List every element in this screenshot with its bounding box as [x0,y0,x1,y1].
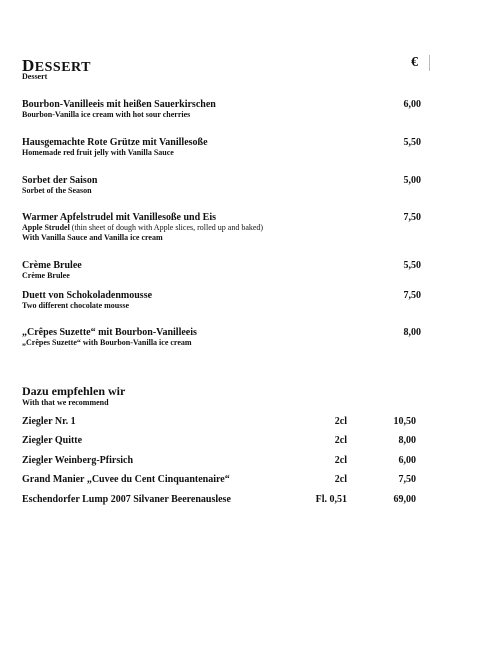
drink-price: 69,00 [393,494,416,505]
dessert-name: Hausgemachte Rote Grütze mit Vanillesoße [22,137,208,148]
drink-price: 8,00 [398,435,416,446]
dessert-price: 6,00 [403,99,421,110]
drink-quantity: 2cl [334,416,347,427]
drink-quantity: 2cl [334,435,347,446]
dessert-price: 7,50 [403,212,421,223]
dessert-translation: Homemade red fruit jelly with Vanilla Sauce [22,148,174,157]
dessert-name: Bourbon-Vanilleeis mit heißen Sauerkirschen [22,99,216,110]
drink-price: 7,50 [398,474,416,485]
dessert-price: 5,50 [403,137,421,148]
page-subtitle: Dessert [22,72,48,81]
dessert-translation: Sorbet of the Season [22,186,92,195]
dessert-name: Crème Brulee [22,260,82,271]
drink-name: Ziegler Weinberg-Pfirsich [22,455,134,466]
page-title-initial: D [22,56,35,75]
drink-quantity: 2cl [334,455,347,466]
header-divider [429,55,430,71]
section-title: Dazu empfehlen wir [22,384,126,398]
dessert-translation: „Crêpes Suzette“ with Bourbon-Vanilla ice cream [22,338,192,347]
section-subtitle: With that we recommend [22,398,109,407]
dessert-translation: Two different chocolate mousse [22,301,130,310]
dessert-name: Sorbet der Saison [22,175,98,186]
dessert-name: Warmer Apfelstrudel mit Vanillesoße und Eis [22,212,217,223]
drink-name: Eschendorfer Lump 2007 Silvaner Beerenauslese [22,494,231,505]
drink-name: Ziegler Nr. 1 [22,416,76,427]
drink-quantity: 2cl [334,474,347,485]
dessert-price: 8,00 [403,327,421,338]
dessert-translation: Crème Brulee [22,271,70,280]
drink-quantity: Fl. 0,51 [315,494,347,505]
dessert-price: 5,00 [403,175,421,186]
dessert-price: 5,50 [403,260,421,271]
drink-price: 10,50 [393,416,416,427]
dessert-translation: Bourbon-Vanilla ice cream with hot sour cherries [22,110,191,119]
dessert-translation-line2: With Vanilla Sauce and Vanilla ice cream [22,233,163,242]
drink-name: Grand Manier „Cuvee du Cent Cinquantenaire“ [22,474,230,485]
drink-name: Ziegler Quitte [22,435,83,446]
currency-symbol: € [411,55,418,70]
dessert-name: „Crêpes Suzette“ mit Bourbon-Vanilleeis [22,327,197,338]
page-title-rest: ESSERT [34,60,91,75]
dessert-translation-detail: (thin sheet of dough with Apple slices, rolled up and baked) [69,223,264,232]
dessert-translation [22,223,263,233]
dessert-name: Duett von Schokoladenmousse [22,290,153,301]
drink-price: 6,00 [398,455,416,466]
dessert-translation-bold: Apple Strudel [22,223,70,232]
dessert-price: 7,50 [403,290,421,301]
